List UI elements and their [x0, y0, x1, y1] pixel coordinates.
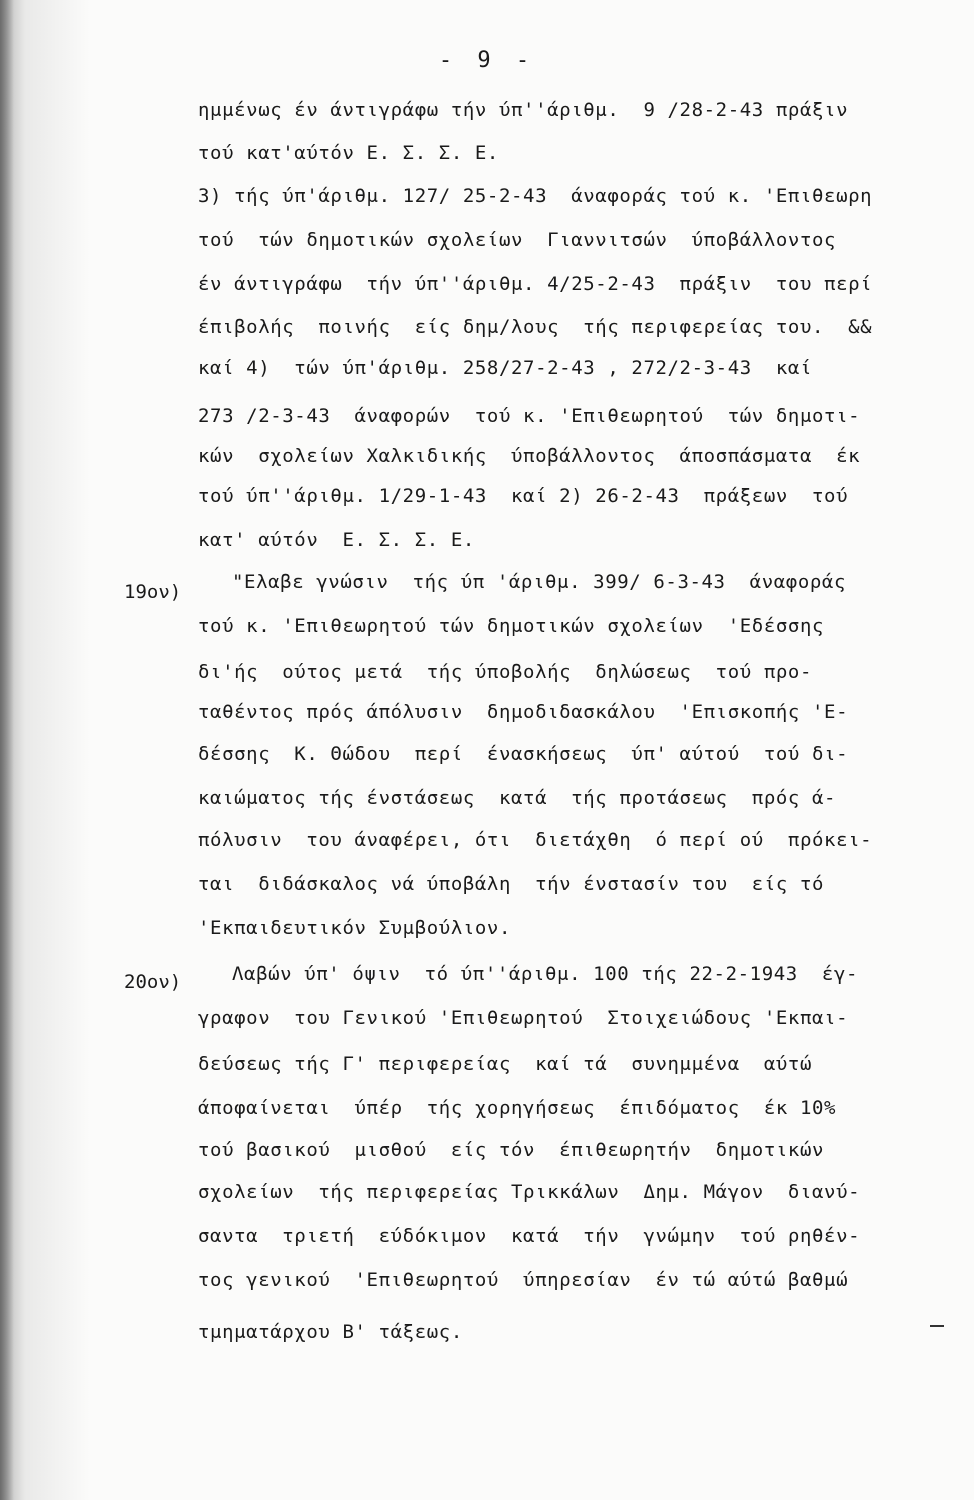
text-line: σχολείων τής περιφερείας Τρικκάλων Δημ. Μάγον διανύ- [198, 1181, 861, 1203]
text-line: σαντα τριετή εύδόκιμον κατά τήν γνώμην τού ρηθέν- [198, 1225, 861, 1247]
text-line: τού βασικού μισθού είς τόν έπιθεωρητήν δημοτικών [198, 1139, 825, 1161]
text-line: ημμένως έν άντιγράφω τήν ύπ''άριθμ. 9 /28-2-43 πράξιν [198, 99, 849, 121]
text-line: δεύσεως τής Γ' περιφερείας καί τά συνημμένα αύτώ [198, 1053, 812, 1075]
text-line: τού ύπ''άριθμ. 1/29-1-43 καί 2) 26-2-43 πράξεων τού [198, 485, 849, 507]
text-line: ταθέντος πρός άπόλυσιν δημοδιδασκάλου 'Επισκοπής 'Ε- [198, 701, 849, 723]
text-line: τού τών δημοτικών σχολείων Γιαννιτσών ύποβάλλοντος [198, 229, 837, 251]
text-line: γραφον του Γενικού 'Επιθεωρητού Στοιχειώδους 'Εκπαι- [198, 1007, 849, 1029]
bleed-through-area [90, 1280, 890, 1420]
text-line: Λαβών ύπ' όψιν τό ύπ''άριθμ. 100 τής 22-2-1943 έγ- [232, 963, 859, 985]
text-line: έπιβολής ποινής είς δημ/λους τής περιφερείας του. && [198, 316, 873, 338]
text-line: τμηματάρχου Β' τάξεως. [198, 1321, 463, 1343]
paragraph-number: 19ον) [124, 581, 182, 603]
text-line: καιώματος τής ένστάσεως κατά τής προτάσεως πρός ά- [198, 787, 837, 809]
text-line: έν άντιγράφω τήν ύπ''άριθμ. 4/25-2-43 πράξιν του περί [198, 273, 873, 295]
scan-gutter-shadow [0, 0, 14, 1500]
text-line: 3) τής ύπ'άριθμ. 127/ 25-2-43 άναφοράς τού κ. 'Επιθεωρη [198, 185, 873, 207]
text-line: τος γενικού 'Επιθεωρητού ύπηρεσίαν έν τώ αύτώ βαθμώ [198, 1269, 849, 1291]
text-line: 273 /2-3-43 άναφορών τού κ. 'Επιθεωρητού τών δημοτι- [198, 405, 861, 427]
text-line: τού κ. 'Επιθεωρητού τών δημοτικών σχολείων 'Εδέσσης [198, 615, 825, 637]
text-line: "Ελαβε γνώσιν τής ύπ 'άριθμ. 399/ 6-3-43 άναφοράς [232, 571, 846, 593]
text-line: δέσσης Κ. Θώδου περί ένασκήσεως ύπ' αύτού τού δι- [198, 743, 849, 765]
text-line: ται διδάσκαλος νά ύποβάλη τήν ένστασίν του είς τό [198, 873, 825, 895]
text-line: κών σχολείων Χαλκιδικής ύποβάλλοντος άποσπάσματα έκ [198, 445, 861, 467]
margin-mark [930, 1325, 944, 1327]
page-number: - 9 - [438, 48, 536, 73]
text-line: 'Εκπαιδευτικόν Συμβούλιον. [198, 917, 512, 939]
text-line: δι'ής ούτος μετά τής ύποβολής δηλώσεως τού προ- [198, 661, 812, 683]
text-line: καί 4) τών ύπ'άριθμ. 258/27-2-43 , 272/2-3-43 καί [198, 357, 812, 379]
text-line: άποφαίνεται ύπέρ τής χορηγήσεως έπιδόματος έκ 10% [198, 1097, 837, 1119]
text-line: τού κατ'αύτόν Ε. Σ. Σ. Ε. [198, 142, 499, 164]
text-line: πόλυσιν του άναφέρει, ότι διετάχθη ό περί ού πρόκει- [198, 829, 873, 851]
text-line: κατ' αύτόν Ε. Σ. Σ. Ε. [198, 529, 475, 551]
paragraph-number: 20ον) [124, 971, 182, 993]
